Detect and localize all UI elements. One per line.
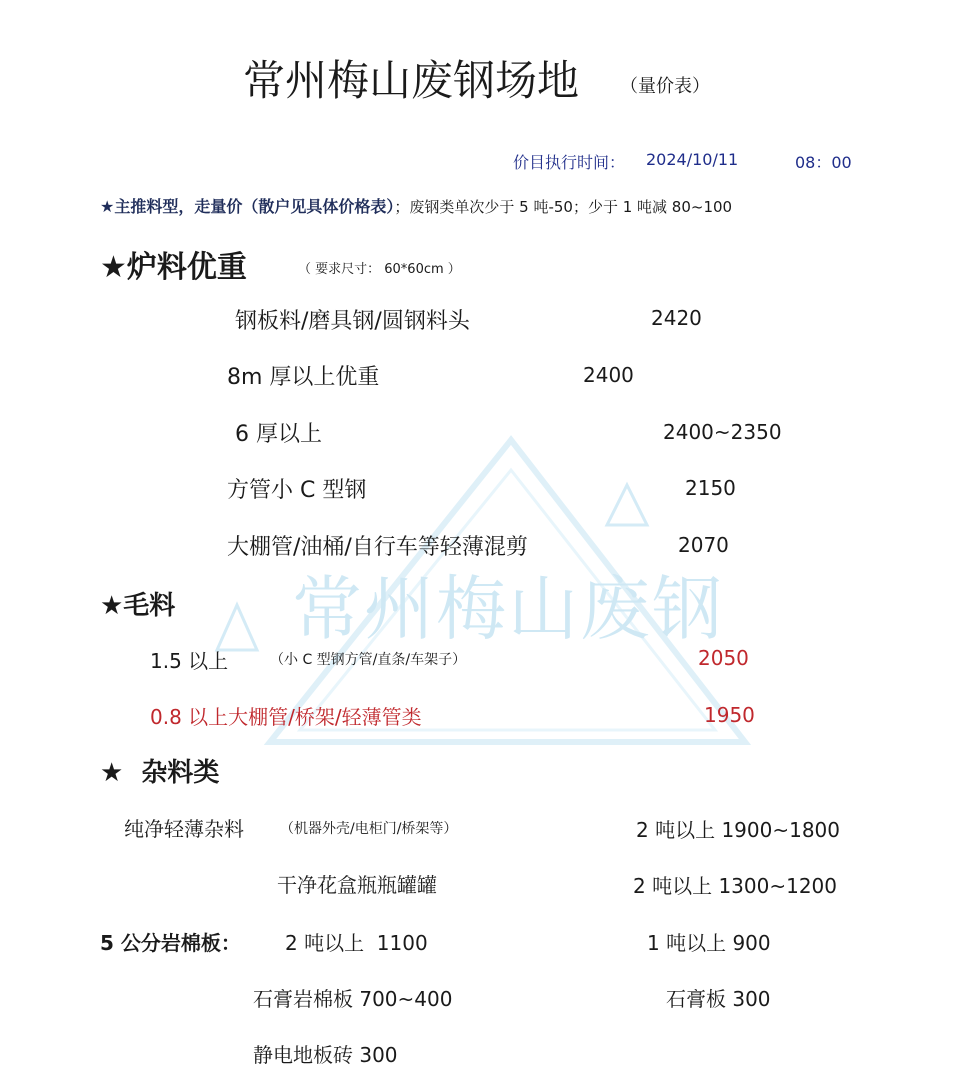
furnace-size-note: （ 要求尺寸： 60*60cm ） <box>298 262 461 277</box>
exec-time-label: 价目执行时间： <box>513 153 626 172</box>
rockwool-label: 5 公分岩棉板： <box>100 931 241 955</box>
page-subtitle: （量价表） <box>620 76 710 97</box>
furnace-item-name: 大棚管/油桶/自行车等轻薄混剪 <box>227 535 528 560</box>
section-heading-furnace: ★炉料优重 <box>100 250 247 285</box>
notice-line <box>100 194 732 217</box>
misc-light-tier: 2 吨以上 1900~1800 <box>636 818 840 842</box>
furnace-item-name: 6 厚以上 <box>235 422 322 447</box>
rockwool-tier1: 2 吨以上 1100 <box>285 931 428 955</box>
section-heading-misc: ★ 杂料类 <box>100 758 220 788</box>
watermark-text: 常州梅山废钢 <box>292 568 724 650</box>
raw-item-name: 0.8 以上大棚管/桥架/轻薄管类 <box>150 705 422 729</box>
exec-time: 08：00 <box>795 153 852 172</box>
misc-light-note: （机器外壳/电柜门/桥架等） <box>280 821 458 837</box>
page-title: 常州梅山废钢场地 <box>243 56 580 105</box>
raw-item-note: （小 C 型钢方管/直条/车架子） <box>270 652 467 668</box>
furnace-item-price: 2400~2350 <box>663 420 782 444</box>
antistatic-tile-price: 静电地板砖 300 <box>253 1043 398 1067</box>
notice-normal: ；废钢类单次少于 5 吨-50；少于 1 吨减 80~100 <box>394 198 733 216</box>
gypsum-rockwool-price: 石膏岩棉板 700~400 <box>253 987 453 1011</box>
misc-clean-name: 干净花盒瓶瓶罐罐 <box>277 873 437 897</box>
gypsum-board-price: 石膏板 300 <box>666 987 771 1011</box>
furnace-item-name: 钢板料/磨具钢/圆钢料头 <box>235 309 470 334</box>
raw-item-price: 1950 <box>704 703 755 727</box>
misc-light-name: 纯净轻薄杂料 <box>124 817 244 841</box>
furnace-item-price: 2150 <box>685 476 736 500</box>
exec-date: 2024/10/11 <box>646 150 739 169</box>
raw-item-name: 1.5 以上 <box>150 649 229 673</box>
furnace-item-price: 2420 <box>651 306 702 330</box>
section-heading-raw: ★毛料 <box>100 591 176 621</box>
raw-item-price: 2050 <box>698 646 749 670</box>
misc-clean-tier: 2 吨以上 1300~1200 <box>633 874 837 898</box>
furnace-item-price: 2400 <box>583 363 634 387</box>
furnace-item-name: 8m 厚以上优重 <box>227 365 380 390</box>
furnace-item-name: 方管小 C 型钢 <box>227 478 367 503</box>
rockwool-tier2: 1 吨以上 900 <box>647 931 771 955</box>
notice-bold: ★主推料型，走量价（散户见具体价格表） <box>100 197 395 216</box>
furnace-item-price: 2070 <box>678 533 729 557</box>
